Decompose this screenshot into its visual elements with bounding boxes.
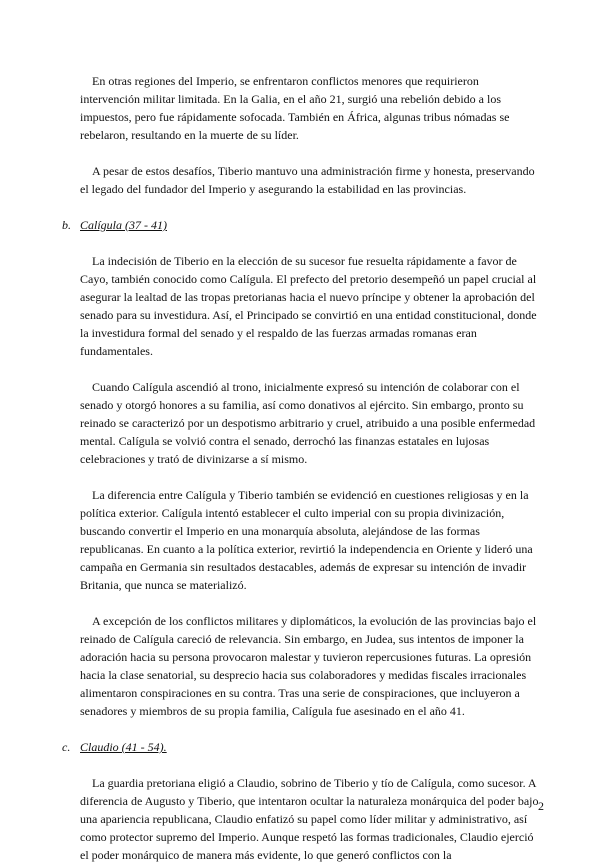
paragraph-intro-2: A pesar de estos desafíos, Tiberio mantuvo una administración firme y honesta, preservando el legado del fundador del Imperio y asegurando la estabilidad en las provincias. [80,164,535,196]
paragraph-gap [80,720,540,738]
paragraph-gap [80,594,540,612]
paragraph-gap [80,756,540,774]
paragraph-gap [80,144,540,162]
paragraph-intro-1: En otras regiones del Imperio, se enfrentaron conflictos menores que requirieron intervención militar limitada. En la Galia, en el año 21, surgió una rebelión debido a los impuestos, pero fue rápidamente sofocada. También en África, algunas tribus nómadas se rebelaron, resultando en la muerte de su líder. [80,74,510,142]
paragraph-caligula-2: Cuando Calígula ascendió al trono, inicialmente expresó su intención de colaborar con el senado y otorgó honores a su familia, así como donativos al ejército. Sin embargo, pronto su reinado se caracterizó por un despotismo arbitrario y cruel, atribuido a una posible enfermedad mental. Calígula se volvió contra el senado, derrochó las finanzas estatales en lujosas celebraciones y trató de divinizarse a sí mismo. [80,380,536,466]
paragraph-gap [80,234,540,252]
section-title: Calígula (37 - 41) [80,218,167,232]
paragraph-gap [80,198,540,216]
section-letter: b. [62,218,71,232]
paragraph-gap [80,468,540,486]
section-letter: c. [62,740,71,754]
paragraph-caligula-4: A excepción de los conflictos militares y diplomáticos, la evolución de las provincias bajo el reinado de Calígula careció de relevancia. Sin embargo, en Judea, sus intentos de imponer la adoración hacia su persona provocaron malestar y tuvieron repercusiones futuras. La opresión hacia la clase senatorial, su desprecio hacia sus colaboradores y medidas fiscales irracionales alimentaron conspiraciones en su contra. Tras una serie de conspiraciones, que incluyeron a senadores y miembros de su propia familia, Calígula fue asesinado en el año 41. [80,614,537,718]
paragraph-caligula-1: La indecisión de Tiberio en la elección de su sucesor fue resuelta rápidamente a favor de Cayo, también conocido como Calígula. El prefecto del pretorio desempeñó un papel crucial al asegurar la lealtad de las tropas pretorianas hacia el nuevo príncipe y obtener la aprobación del senado para su investidura. Así, el Principado se convirtió en una entidad constitucional, donde la investidura formal del senado y el respaldo de las fuerzas armadas romanas eran fundamentales. [80,254,537,358]
section-heading-caligula [62,216,540,234]
section-heading-claudio [62,738,540,756]
paragraph-caligula-3: La diferencia entre Calígula y Tiberio también se evidenció en cuestiones religiosas y en la política exterior. Calígula intentó establecer el culto imperial con su propia divinización, buscando convertir el Imperio en una monarquía absoluta, alejándose de las formas republicanas. En cuanto a la política exterior, revirtió la independencia en Oriente y lideró una campaña en Germania sin resultados destacables, además de expresar su intención de invadir Britania, que nunca se materializó. [80,488,533,592]
paragraph-claudio-1: La guardia pretoriana eligió a Claudio, sobrino de Tiberio y tío de Calígula, como sucesor. A diferencia de Augusto y Tiberio, que intentaron ocultar la naturaleza monárquica del poder bajo una apariencia republicana, Claudio enfatizó su papel como líder militar y administrativo, así como protector supremo del Imperio. Aunque respetó las formas tradicionales, Claudio ejerció el poder monárquico de manera más evidente, lo que generó conflictos con la [80,776,539,862]
section-title: Claudio (41 - 54). [80,740,167,754]
page-number: 2 [538,799,544,813]
paragraph-gap [80,360,540,378]
